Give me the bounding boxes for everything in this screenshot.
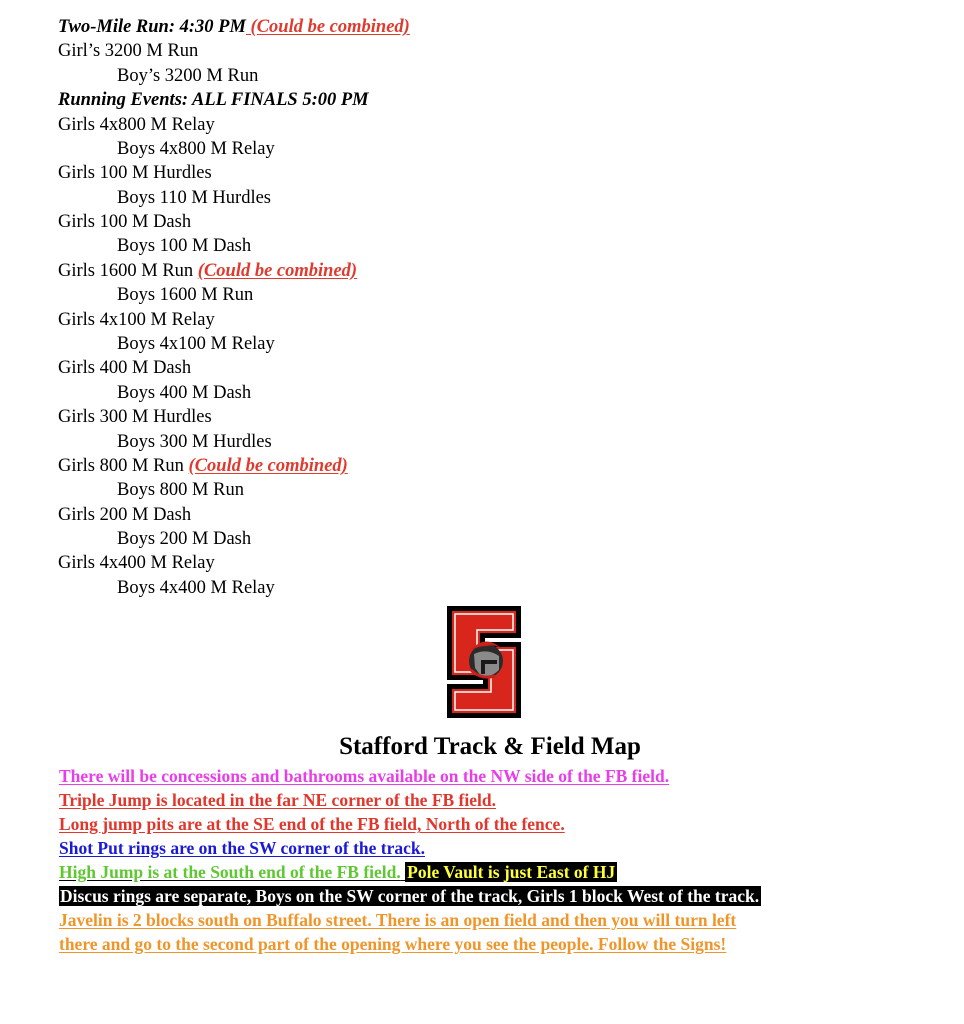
event-boys-4x800: [117, 137, 275, 161]
pole-vault-note: Pole Vault is just East of HJ: [407, 862, 616, 882]
shot-put-note: Shot Put rings are on the SW corner of the track.: [59, 838, 426, 858]
event-girls-100-dash: [58, 210, 191, 234]
combined-note: (Could be combined): [188, 456, 348, 476]
event-boys-4x100: [117, 332, 275, 356]
event-girls-3200: [58, 39, 198, 63]
event-girls-400-dash: [58, 356, 191, 380]
event-label: Girls 1600 M Run: [58, 261, 198, 281]
event-girls-4x100: [58, 308, 215, 332]
concessions-note: There will be concessions and bathrooms available on the NW side of the FB field.: [59, 766, 670, 786]
s-logo-icon: [441, 604, 527, 720]
event-boys-110-hurdles: [117, 186, 271, 210]
high-jump-note: High Jump is at the South end of the FB field.: [59, 862, 401, 882]
event-boys-3200: [117, 64, 258, 88]
event-boys-1600: [117, 283, 253, 307]
event-label: Girls 100 M Hurdles: [58, 163, 212, 183]
two-mile-heading-line: [58, 15, 410, 39]
event-boys-100-dash: [117, 234, 251, 258]
event-label: Boys 800 M Run: [117, 480, 244, 500]
event-label: Boys 110 M Hurdles: [117, 188, 271, 208]
two-mile-combined-note: (Could be combined): [245, 17, 410, 37]
event-label: Girls 4x400 M Relay: [58, 553, 215, 573]
event-boys-800: [117, 478, 244, 502]
event-girls-1600: [58, 259, 357, 283]
event-label: Girls 200 M Dash: [58, 505, 192, 525]
event-label: Boys 4x800 M Relay: [117, 139, 275, 159]
event-label: Boys 200 M Dash: [117, 529, 252, 549]
event-label: Girls 4x100 M Relay: [58, 310, 215, 330]
stafford-s-spartan-logo: [441, 604, 527, 720]
event-label: Girl’s 3200 M Run: [58, 41, 199, 61]
discus-note: Discus rings are separate, Boys on the SW corner of the track, Girls 1 block West of the track.: [60, 886, 760, 906]
high-jump-line: [59, 860, 617, 884]
event-label: Girls 800 M Run: [58, 456, 189, 476]
event-girls-800: [58, 454, 348, 478]
two-mile-heading: Two-Mile Run: 4:30 PM: [58, 17, 246, 37]
event-label: Girls 100 M Dash: [58, 212, 192, 232]
event-girls-200-dash: [58, 503, 191, 527]
javelin-note-line-2: there and go to the second part of the opening where you see the people. Follow the Signs!: [59, 934, 727, 954]
event-label: Boys 1600 M Run: [117, 285, 254, 305]
event-label: Boys 4x100 M Relay: [117, 334, 275, 354]
event-boys-400-dash: [117, 381, 251, 405]
event-boys-200-dash: [117, 527, 251, 551]
event-girls-4x800: [58, 113, 215, 137]
event-label: Boy’s 3200 M Run: [117, 66, 259, 86]
combined-note: (Could be combined): [197, 261, 358, 281]
event-girls-100-hurdles: [58, 161, 212, 185]
event-label: Girls 400 M Dash: [58, 358, 192, 378]
event-label: Girls 300 M Hurdles: [58, 407, 212, 427]
event-boys-300-hurdles: [117, 430, 272, 454]
event-label: Boys 4x400 M Relay: [117, 578, 275, 598]
event-label: Girls 4x800 M Relay: [58, 115, 215, 135]
long-jump-note: Long jump pits are at the SE end of the FB field, North of the fence.: [59, 814, 565, 834]
event-label: Boys 300 M Hurdles: [117, 432, 272, 452]
triple-jump-note: Triple Jump is located in the far NE corner of the FB field.: [59, 790, 496, 810]
map-title: Stafford Track & Field Map: [339, 733, 641, 760]
running-events-heading: Running Events: ALL FINALS 5:00 PM: [58, 90, 369, 110]
javelin-note-line-1: Javelin is 2 blocks south on Buffalo street. There is an open field and then you will turn left: [59, 910, 737, 930]
discus-line: [59, 884, 761, 908]
event-girls-4x400: [58, 551, 215, 575]
event-boys-4x400: [117, 576, 275, 600]
event-label: Boys 400 M Dash: [117, 383, 252, 403]
event-girls-300-hurdles: [58, 405, 212, 429]
event-label: Boys 100 M Dash: [117, 236, 252, 256]
